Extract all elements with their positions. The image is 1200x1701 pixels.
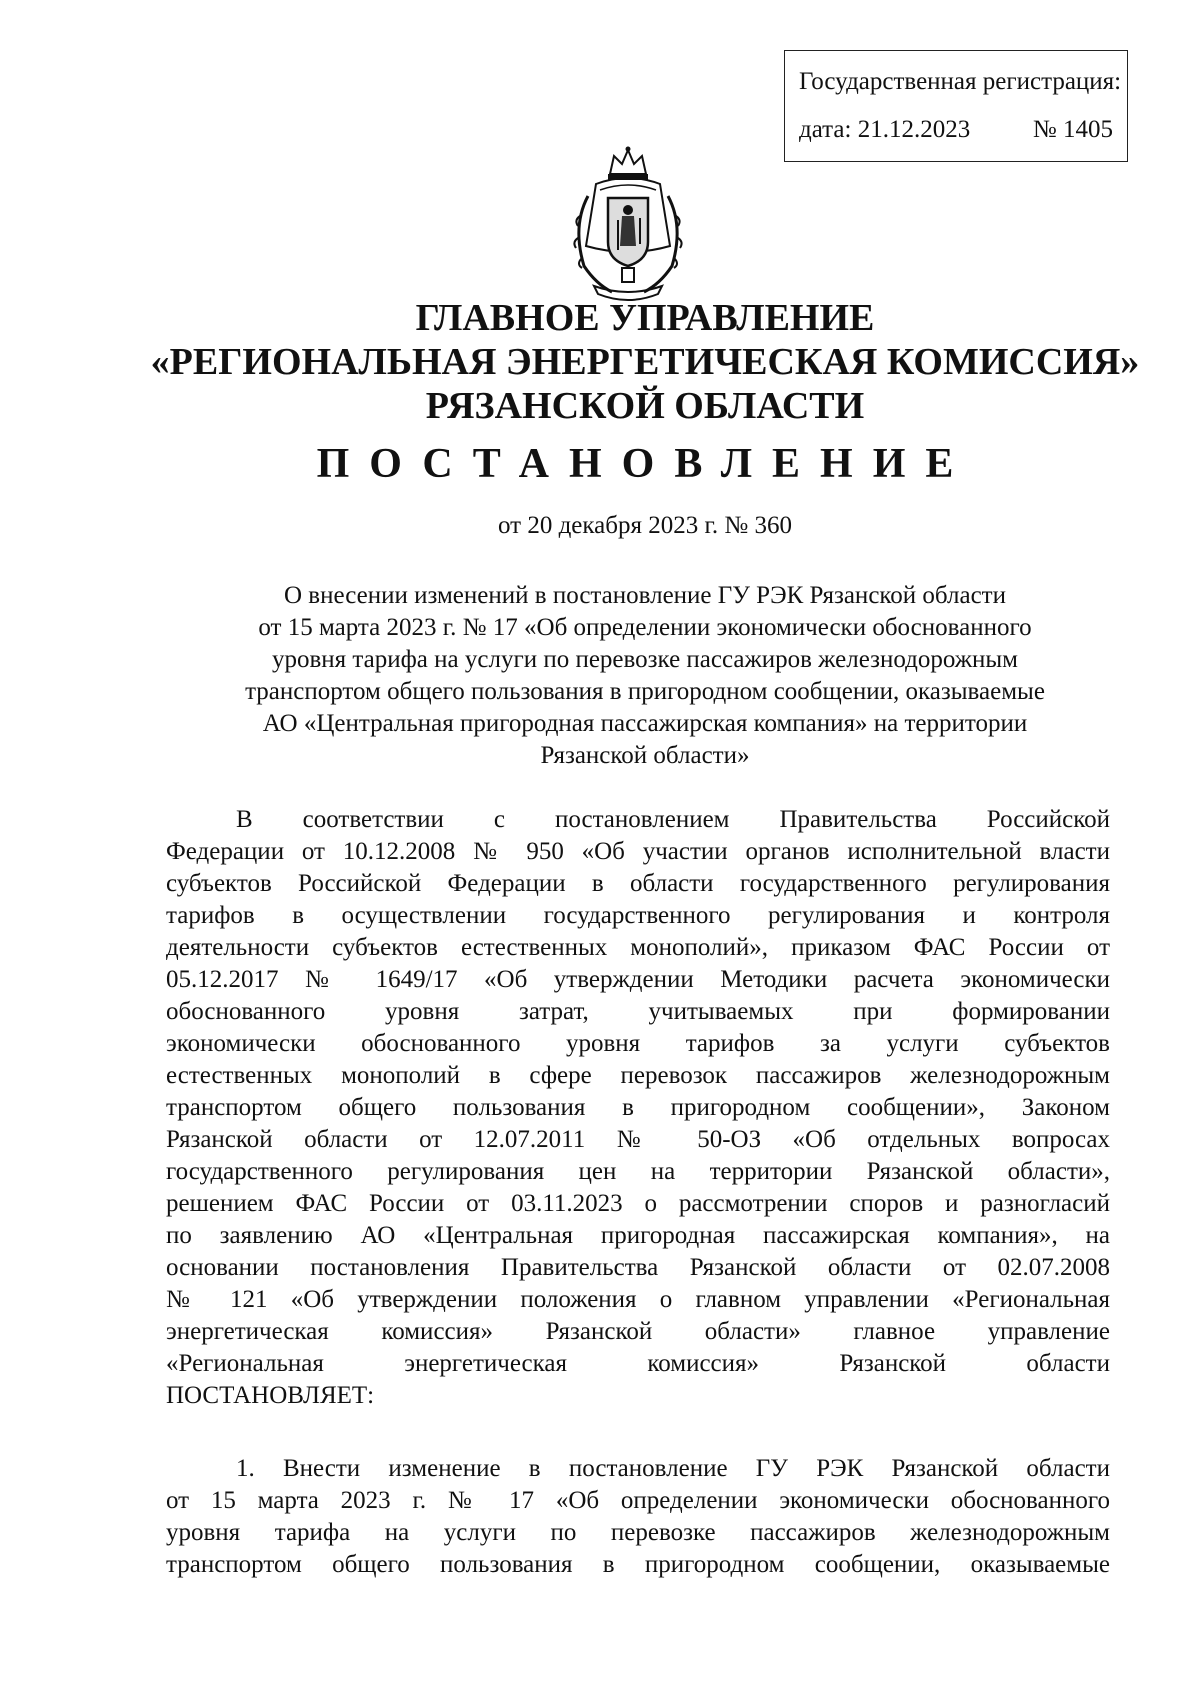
paragraph-line: энергетическая комиссия» Рязанской области» главное управление [166,1318,1110,1345]
paragraph-line: обоснованного уровня затрат, учитываемых при формировании [166,998,1110,1025]
paragraph-line: В соответствии с постановлением Правительства Российской [236,806,1110,833]
paragraph-line: экономически обоснованного уровня тарифов за услуги субъектов [166,1030,1110,1057]
subject-line: Рязанской области» [540,742,750,769]
paragraph-line: деятельности субъектов естественных монополий», приказом ФАС России от [166,934,1110,961]
organization-name [100,296,1190,428]
paragraph-line: Федерации от 10.12.2008 № 950 «Об участии органов исполнительной власти [166,838,1110,865]
paragraph-line: решением ФАС России от 03.11.2023 о рассмотрении споров и разногласий [166,1190,1110,1217]
paragraph-line: государственного регулирования цен на территории Рязанской области», [166,1158,1110,1185]
paragraph-line: уровня тарифа на услуги по перевозке пассажиров железнодорожным [166,1519,1110,1546]
registration-date: дата: 21.12.2023 [799,116,971,143]
registration-stamp [784,50,1128,162]
paragraph-line: по заявлению АО «Центральная пригородная пассажирская компания», на [166,1222,1110,1249]
paragraph-line: ПОСТАНОВЛЯЕТ: [166,1382,375,1409]
coat-of-arms-icon [566,146,690,306]
subject-line: от 15 марта 2023 г. № 17 «Об определении экономически обоснованного [258,614,1032,641]
registration-number: № 1405 [1032,116,1113,143]
document-date: от 20 декабря 2023 г. № 360 [497,512,793,539]
paragraph-line: «Региональная энергетическая комиссия» Рязанской области [166,1350,1110,1377]
document-type: ПОСТАНОВЛЕНИЕ [316,441,974,487]
paragraph-line: субъектов Российской Федерации в области государственного регулирования [166,870,1110,897]
subject-line: О внесении изменений в постановление ГУ РЭК Рязанской области [284,582,1006,609]
subject-line: уровня тарифа на услуги по перевозке пассажиров железнодорожным [271,646,1019,673]
paragraph-line: тарифов в осуществлении государственного регулирования и контроля [166,902,1110,929]
organization-line: ГЛАВНОЕ УПРАВЛЕНИЕ [415,297,875,339]
subject-line: транспортом общего пользования в пригородном сообщении, оказываемые [245,678,1045,705]
paragraph-line: транспортом общего пользования в пригородном сообщении, оказываемые [166,1551,1110,1578]
paragraph-preamble [166,804,1110,1412]
paragraph-line: № 121 «Об утверждении положения о главном управлении «Региональная [166,1286,1110,1313]
paragraph-line: 1. Внести изменение в постановление ГУ РЭК Рязанской области [236,1455,1110,1482]
document-subject [120,580,1170,772]
paragraph-line: 05.12.2017 № 1649/17 «Об утверждении Методики расчета экономически [166,966,1110,993]
paragraph-item-1 [166,1453,1110,1581]
paragraph-line: основании постановления Правительства Рязанской области от 02.07.2008 [166,1254,1110,1281]
registration-title: Государственная регистрация: [799,68,1122,95]
organization-line: РЯЗАНСКОЙ ОБЛАСТИ [425,385,865,427]
paragraph-line: транспортом общего пользования в пригородном сообщении», Законом [166,1094,1110,1121]
organization-line: «РЕГИОНАЛЬНАЯ ЭНЕРГЕТИЧЕСКАЯ КОМИССИЯ» [150,341,1140,383]
paragraph-line: от 15 марта 2023 г. № 17 «Об определении экономически обоснованного [166,1487,1110,1514]
paragraph-line: естественных монополий в сфере перевозок пассажиров железнодорожным [166,1062,1110,1089]
subject-line: АО «Центральная пригородная пассажирская компания» на территории [262,710,1028,737]
paragraph-line: Рязанской области от 12.07.2011 № 50-ОЗ «Об отдельных вопросах [166,1126,1110,1153]
